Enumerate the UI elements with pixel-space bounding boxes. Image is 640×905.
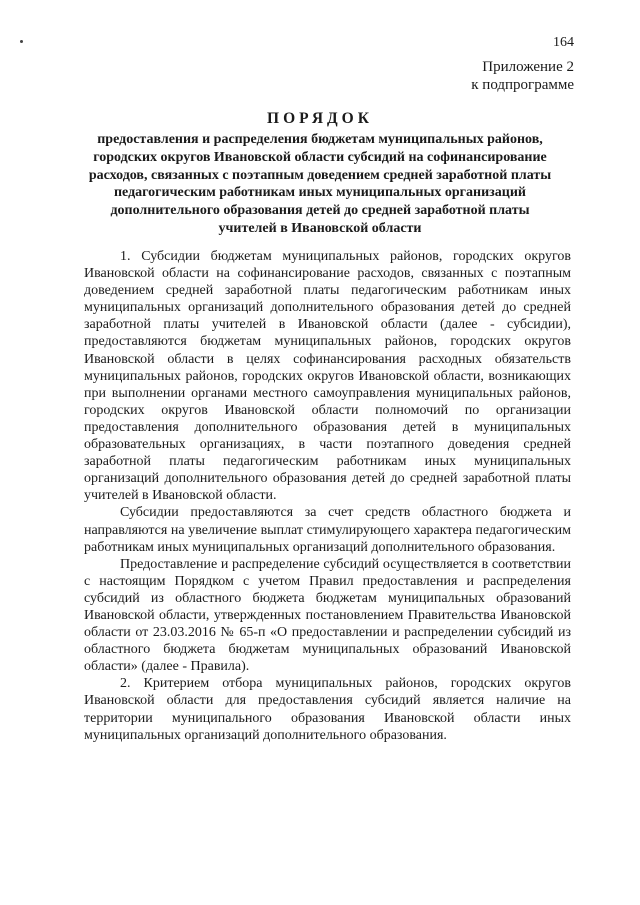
appendix-reference [471, 58, 574, 94]
document-body [84, 248, 571, 744]
document-title: ПОРЯДОК [267, 110, 373, 127]
document-subtitle: предоставления и распределения бюджетам муниципальных районов, городских округов Ивановской области субсидий на софинансирование расходов, связанных с поэтапным доведением средней заработной платы педагогическим работникам иных муниципальных организаций дополнительного образования детей до средней заработной платы учителей в Ивановской области [88, 132, 552, 236]
appendix-line-2: к подпрограмме [471, 77, 574, 93]
paragraph-4: 2. Критерием отбора муниципальных районов, городских округов Ивановской области для предоставления субсидий является наличие на территории муниципального образования Ивановской области иных муниципальных организаций дополнительного образования. [84, 676, 571, 743]
paragraph-3: Предоставление и распределение субсидий осуществляется в соответствии с настоящим Порядком с учетом Правил предоставления и распределения субсидий из областного бюджета бюджетам муниципальных образований Ивановской области, утвержденных постановлением Правительства Ивановской области от 23.03.2016 № 65-п «О предоставлении и распределении субсидий из областного бюджета бюджетам муниципальных образований Ивановской области» (далее - Правила). [84, 556, 571, 675]
scan-speck [20, 40, 23, 43]
paragraph-1: 1. Субсидии бюджетам муниципальных районов, городских округов Ивановской области на софинансирование расходов, связанных с поэтапным доведением средней заработной платы педагогическим работникам иных муниципальных организаций дополнительного образования детей до средней заработной платы учителей в Ивановской области (далее - субсидии), предоставляются бюджетам муниципальных районов, городских округов Ивановской области в целях софинансирования расходных обязательств муниципальных районов, городских округов Ивановской области, возникающих при выполнении органами местного самоуправления муниципальных районов, городских округов Ивановской области полномочий по организации предоставления дополнительного образования детей в муниципальных образовательных организациях, в части поэтапного доведения средней заработной платы педагогическим работникам иных муниципальных организаций дополнительного образования детей до средней заработной платы учителей в Ивановской области. [84, 249, 571, 504]
paragraph-2: Субсидии предоставляются за счет средств областного бюджета и направляются на увеличение выплат стимулирующего характера педагогическим работникам иных муниципальных организаций дополнительного образования. [84, 505, 571, 555]
appendix-line-1: Приложение 2 [482, 59, 574, 75]
page-number: 164 [553, 35, 574, 50]
